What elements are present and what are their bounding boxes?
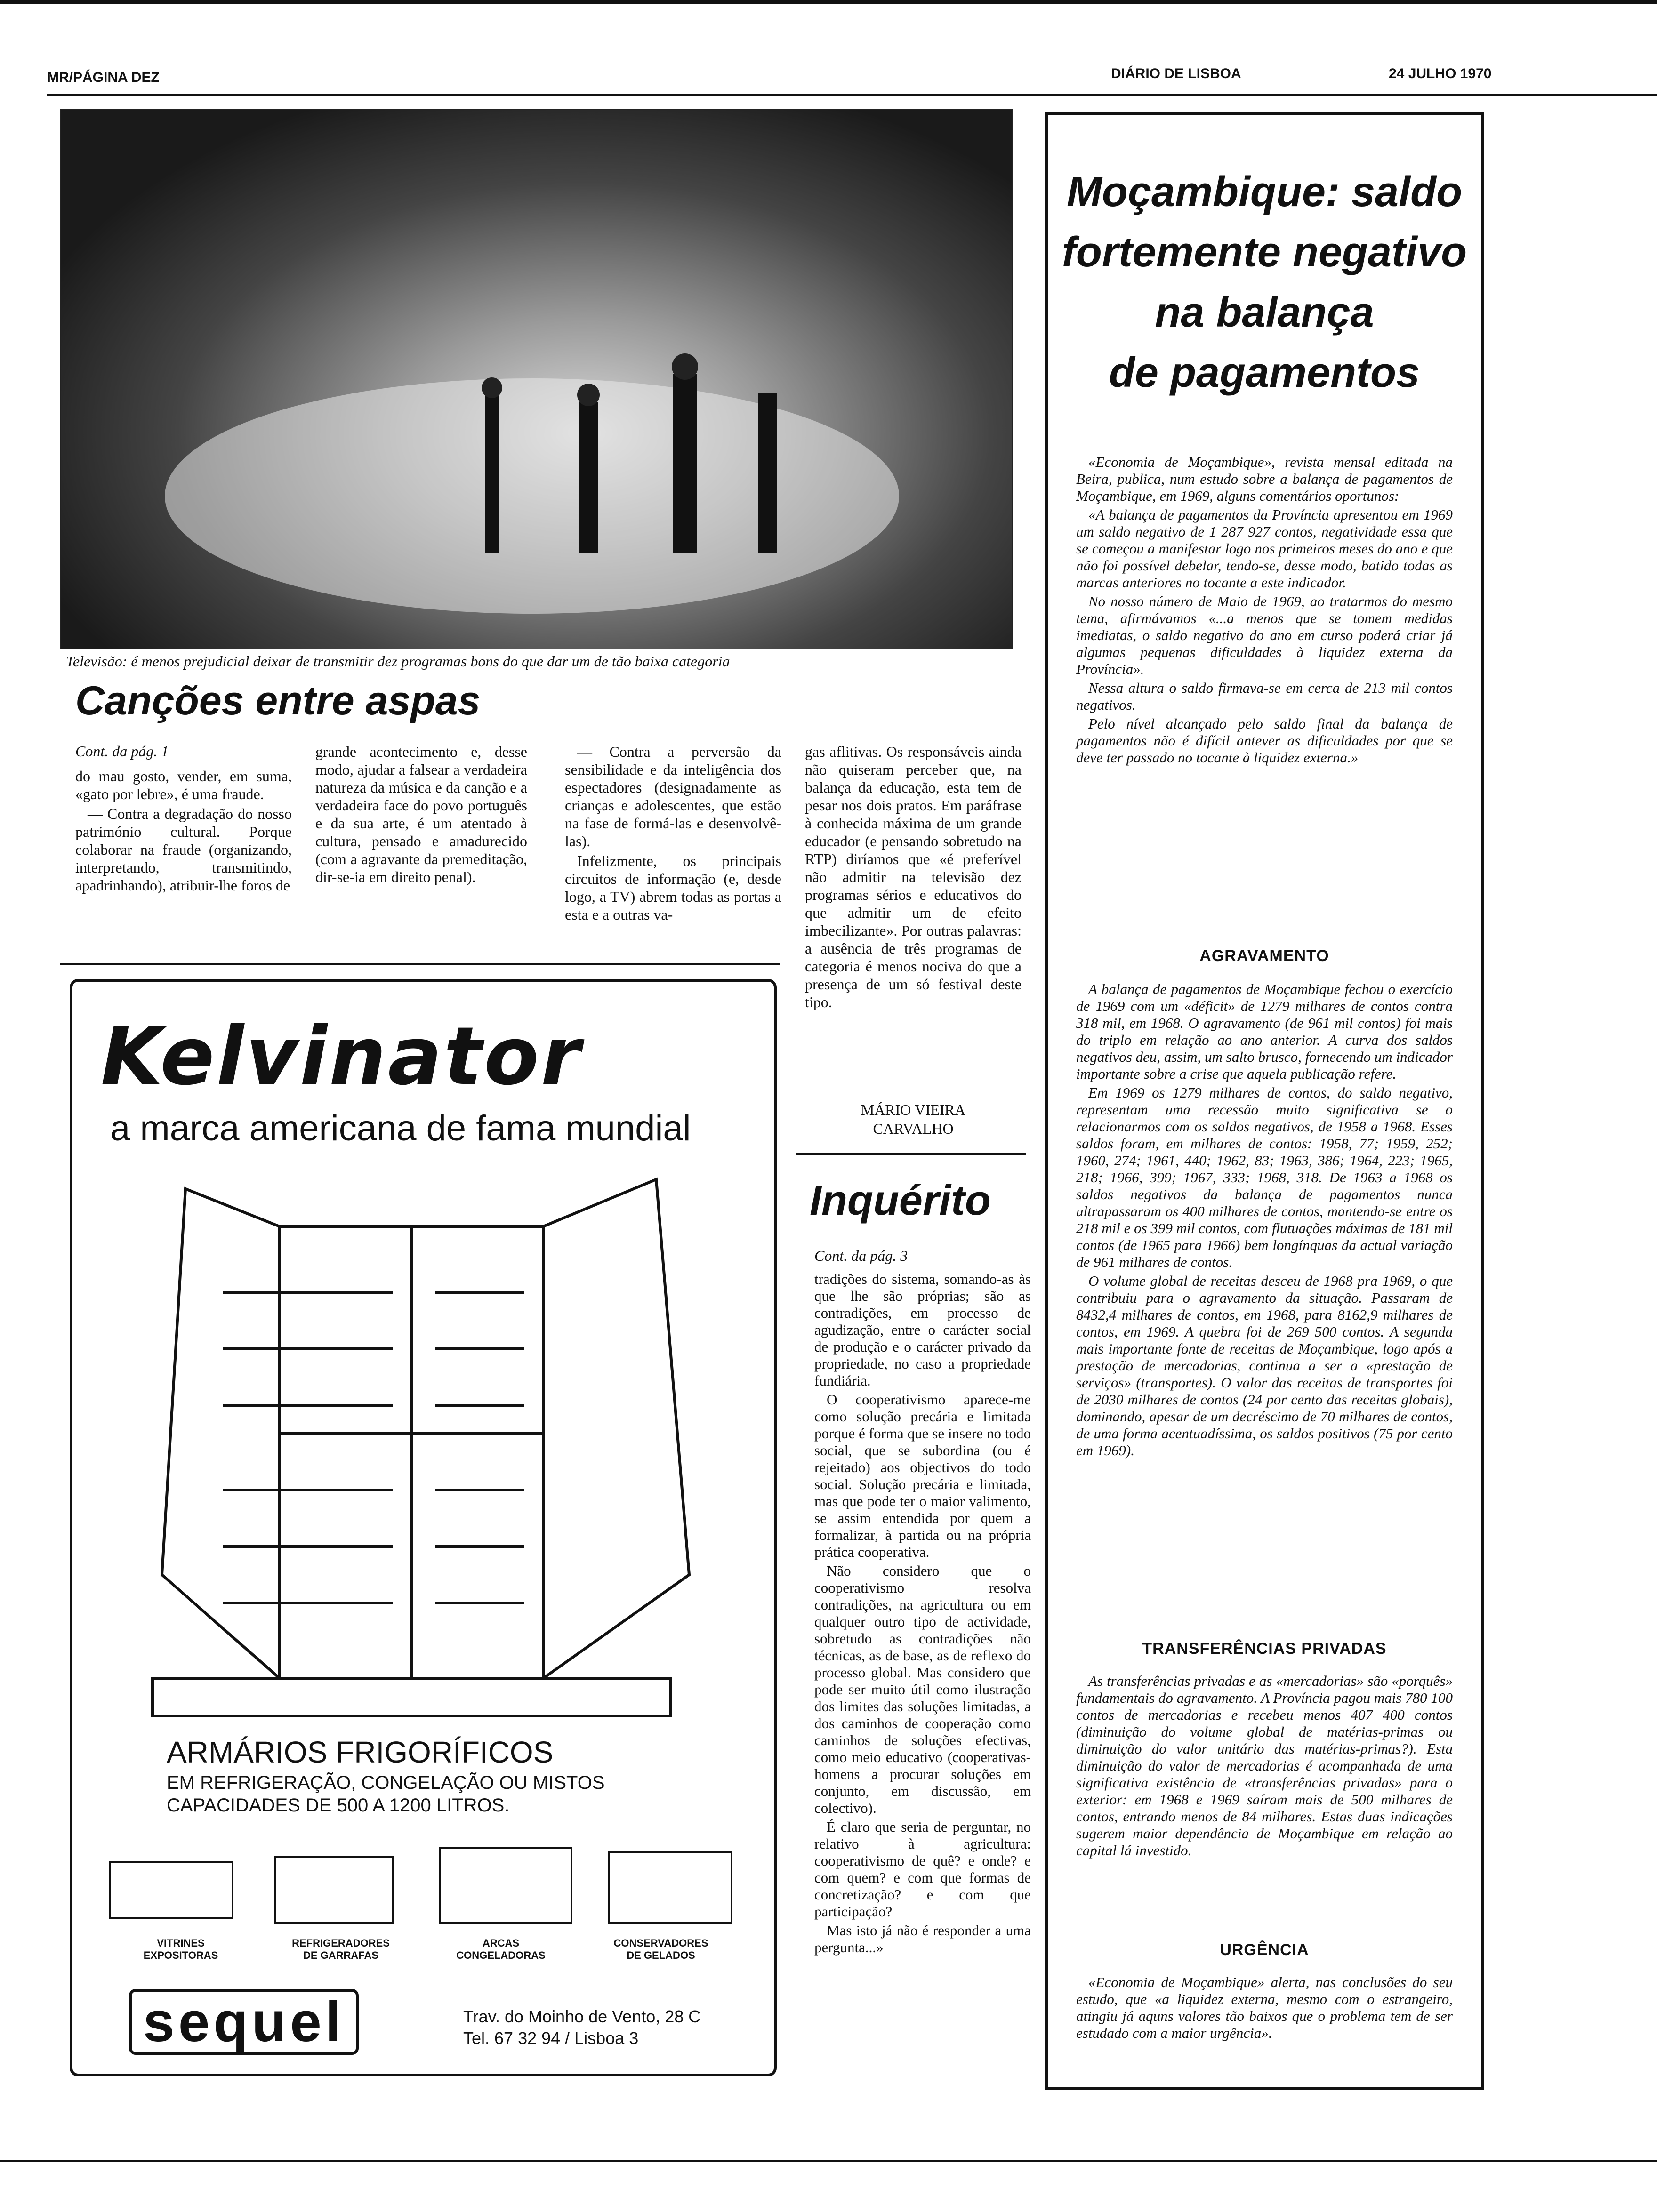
ad-item-line: ARCAS xyxy=(482,1937,520,1949)
paragraph: No nosso número de Maio de 1969, ao tratarmos do mesmo tema, afirmávamos «...a menos que se tomem medidas imediatas, o saldo negativo do ano em curso poderá criar já algumas pequenas dificuldades à liquidez externa da Província». xyxy=(1076,593,1453,677)
author-name: MÁRIO VIEIRA xyxy=(861,1101,966,1118)
subhead-agravamento: AGRAVAMENTO xyxy=(1199,947,1329,965)
ad-item-line: EXPOSITORAS xyxy=(143,1949,218,1961)
ad-item-line: REFRIGERADORES xyxy=(292,1937,390,1949)
headline-line: fortemente negativo xyxy=(1062,229,1467,276)
cont-note-cancoes: Cont. da pág. 1 xyxy=(75,743,169,760)
author-byline xyxy=(805,1100,1022,1138)
paragraph: «A balança de pagamentos da Província apresentou em 1969 um saldo negativo de 1 287 927 contos, negatividade essa que se começou a manifestar logo nos primeiros meses do ano e que não foi possível debelar, tendo-se, desse modo, batido todas as marcas anteriores no tocante a este indicador. xyxy=(1076,506,1453,591)
paragraph: As transferências privadas e as «mercadorias» são «porquês» fundamentais do agravamento. A Província pagou mais 780 100 contos de mercadorias e recebeu menos 407 400 contos (diminuição do volume global de matérias-primas ou diminuição do valor unitário das matérias-primas?). Esta diminuição do valor de mercadorias é acompanhada de uma significativa existência de «transferências privadas» para o exterior: em 1968 e 1969 saíram mais de 500 milhares de contos, entrando menos de 84 milhares. Estas duas indicações sugerem maior dependência de Moçambique em relação ao capital lá investido. xyxy=(1076,1673,1453,1859)
ad-item xyxy=(110,1937,251,1962)
paragraph: «Economia de Moçambique», revista mensal editada na Beira, publica, num estudo sobre a balança de pagamentos de Moçambique, em 1969, alguns comentários oportunos: xyxy=(1076,454,1453,504)
inquerito-body xyxy=(814,1271,1031,1958)
ad-item-line: DE GELADOS xyxy=(627,1949,695,1961)
cancoes-col-4 xyxy=(805,743,1022,1013)
top-border xyxy=(0,0,1657,4)
article-title-inquerito: Inquérito xyxy=(810,1177,991,1224)
ad-tagline: a marca americana de fama mundial xyxy=(110,1108,691,1148)
ad-product-illustrations xyxy=(101,1834,750,1928)
refrigerator-illustration xyxy=(110,1161,760,1725)
sequel-logo: sequel xyxy=(129,1989,359,2055)
paragraph: — Contra a perversão da sensibilidade e da inteligência dos espectadores (designadamente as crianças e adolescentes, que estão na fase de formá-las e desenvolvê-las). xyxy=(565,743,781,850)
ad-item-line: CONGELADORAS xyxy=(456,1949,546,1961)
paragraph: O volume global de receitas desceu de 1968 pra 1969, o que contribuiu para o agravamento da situação. Passaram de 8432,4 milhares de contos, em 1968, para 8162,9 milhares de contos, em 1969. A quebra foi de 269 500 contos. A segunda mais importante fonte de receitas de Moçambique, logo após a prestação de mercadorias, continua a ser a «prestação de serviços» (transportes). O valor das receitas de transportes foi de 2030 milhares de contos (24 por cento das receitas globais), dominando, apesar de um decréscimo de 70 milhares de contos, de uma forma acentuadíssima, os saldos positivos (75 por cento em 1969). xyxy=(1076,1273,1453,1459)
ad-product-line-1: EM REFRIGERAÇÃO, CONGELAÇÃO OU MISTOS xyxy=(167,1772,605,1793)
paragraph: O cooperativismo aparece-me como solução precária e limitada porque é forma que se insere no todo social, que se subordina (ou é rejeitado) aos objectivos do todo social. Solução precária e limitada, mas que pode ter o maior valimento, se assim entendida por quem a formalizar, à partida ou na própria prática cooperativa. xyxy=(814,1391,1031,1560)
ad-brand: Kelvinator xyxy=(101,1010,582,1103)
bottom-rule xyxy=(0,2160,1657,2162)
mocambique-headline xyxy=(1048,162,1481,403)
paragraph: «Economia de Moçambique» alerta, nas conclusões do seu estudo, que «a liquidez externa, mesmo com o estrangeiro, atingiu já aquns valores tão baixos que o problema tem de ser estudado com a maior urgência». xyxy=(1076,1974,1453,2041)
paragraph: — Contra a degradação do nosso património cultural. Porque colaborar na fraude (organizando, interpretando, transmitindo, apadrinhando), atribuir-lhe foros de xyxy=(75,805,292,894)
paper-name: DIÁRIO DE LISBOA xyxy=(1111,66,1241,81)
tv-studio-photo xyxy=(60,109,1013,649)
cancoes-col-1 xyxy=(75,767,292,896)
cancoes-col-2 xyxy=(315,743,527,888)
paragraph: Pelo nível alcançado pelo saldo final da balança de pagamentos não é difícil antever as dificuldades por que se deve ter passado no tocante à liquidez externa.» xyxy=(1076,715,1453,766)
mocambique-section-2 xyxy=(1076,1673,1453,1861)
paragraph: grande acontecimento e, desse modo, ajudar a falsear a verdadeira natureza da música e da canção e a verdadeira face do povo português e da sua arte, é um atentado à cultura, pensado e amadurecido (com a agravante da premeditação, dir-se-ia em direito penal). xyxy=(315,743,527,885)
paragraph: É claro que seria de perguntar, no relativo à agricultura: cooperativismo de quê? e onde? e com quem? e com que formas de concretização? e com que participação? xyxy=(814,1819,1031,1920)
photo-detail xyxy=(61,110,1012,649)
paragraph: Em 1969 os 1279 milhares de contos, do saldo negativo, representam uma recessão muito significativa se o relacionarmos com os saldos negativos, de 1958 a 1968. Esses saldos foram, em milhares de contos: 1958, 77; 1959, 252; 1960, 274; 1961, 440; 1962, 83; 1963, 386; 1964, 223; 1965, 218; 1966, 399; 1967, 333; 1968, 318. De 1963 a 1968 os saldos negativos da balança de pagamentos nunca ultrapassaram os 400 milhares de contos, mantendo-se entre os 218 mil e os 399 mil contos, com flutuações máximas de 181 mil contos (de 1965 para 1966) bem longínquas da actual variação de 961 milhares de contos. xyxy=(1076,1084,1453,1270)
subhead-urgencia: URGÊNCIA xyxy=(1220,1941,1309,1959)
ad-product-line-2: CAPACIDADES DE 500 A 1200 LITROS. xyxy=(167,1795,510,1816)
ad-item-line: VITRINES xyxy=(157,1937,205,1949)
photo-caption: Televisão: é menos prejudicial deixar de transmitir dez programas bons do que dar um de tão baixa categoria xyxy=(66,653,730,670)
ad-item xyxy=(590,1937,732,1962)
paragraph: Não considero que o cooperativismo resolva contradições, na agricultura ou em qualquer outro tipo de actividade, sobretudo as contradições não técnicas, as de base, as de reflexo do processo global. Mas considero que pode ser muito útil como ilustração dos limites das soluções limitadas, a dos caminhos de cooperação como caminhos de soluções efectivas, como meio educativo (cooperativas-homens a procurar soluções em conjunto, em discussão, em colectivo). xyxy=(814,1563,1031,1816)
cont-note-inquerito: Cont. da pág. 3 xyxy=(814,1247,908,1264)
mocambique-box xyxy=(1045,112,1484,2090)
mocambique-section-1 xyxy=(1076,981,1453,1461)
ad-item-line: DE GARRAFAS xyxy=(303,1949,379,1961)
ad-product-title: ARMÁRIOS FRIGORÍFICOS xyxy=(167,1735,554,1769)
paragraph: A balança de pagamentos de Moçambique fechou o exercício de 1969 com um «déficit» de 1279 milhares de contos contra 318 mil, em 1968. O agravamento (de 961 mil contos) foi mais do triplo em relação ao ano anterior. A curva dos saldos negativos deu, assim, um salto brusco, fornecendo um indicador importante sobre a crise que aquela publicação refere. xyxy=(1076,981,1453,1082)
mocambique-intro xyxy=(1076,454,1453,768)
page-label: MR/PÁGINA DEZ xyxy=(47,70,160,85)
headline-line: na balança xyxy=(1155,289,1374,336)
mocambique-section-3 xyxy=(1076,1974,1453,2044)
ad-item xyxy=(270,1937,411,1962)
paragraph: tradições do sistema, somando-as às que lhe são próprias; são as contradições, em processo de agudização, entre o carácter social de produção e o carácter privado da propriedade, no caso a propriedade fundiária. xyxy=(814,1271,1031,1389)
author-surname: CARVALHO xyxy=(873,1120,954,1137)
article-title-cancoes: Canções entre aspas xyxy=(75,678,481,723)
paragraph: Infelizmente, os principais circuitos de informação (e, desde logo, a TV) abrem todas as portas a esta e a outras va- xyxy=(565,852,781,923)
paragraph: Mas isto já não é responder a uma pergunta...» xyxy=(814,1922,1031,1956)
paragraph: gas aflitivas. Os responsáveis ainda não quiseram perceber que, na balança da educação, esta tem de pesar nos dois pratos. Em paráfrase à conhecida máxima de um grande educador (e pensando sobretudo na RTP) diríamos que «é preferível não admitir na televisão dez programas sérios e educativos do que admitir um de efeito imbecilizante». Por outras palavras: a ausência de três programas de categoria é menos nociva do que a presença de um só festival deste tipo. xyxy=(805,743,1022,1010)
cancoes-col-3 xyxy=(565,743,781,925)
dealer-phone: Tel. 67 32 94 / Lisboa 3 xyxy=(463,2028,639,2048)
subhead-transferencias: TRANSFERÊNCIAS PRIVADAS xyxy=(1142,1640,1387,1658)
ad-item xyxy=(430,1937,571,1962)
ad-item-line: CONSERVADORES xyxy=(613,1937,708,1949)
section-rule-inquerito xyxy=(796,1153,1026,1155)
issue-date: 24 JULHO 1970 xyxy=(1389,66,1492,81)
paragraph: Nessa altura o saldo firmava-se em cerca de 213 mil contos negativos. xyxy=(1076,680,1453,713)
kelvinator-ad xyxy=(70,979,777,2076)
headline-line: de pagamentos xyxy=(1109,349,1420,396)
section-rule xyxy=(60,963,780,965)
header-rule xyxy=(47,94,1657,96)
paragraph: do mau gosto, vender, em suma, «gato por lebre», é uma fraude. xyxy=(75,768,292,802)
headline-line: Moçambique: saldo xyxy=(1066,168,1463,216)
dealer-address: Trav. do Moinho de Vento, 28 C xyxy=(463,2007,701,2026)
